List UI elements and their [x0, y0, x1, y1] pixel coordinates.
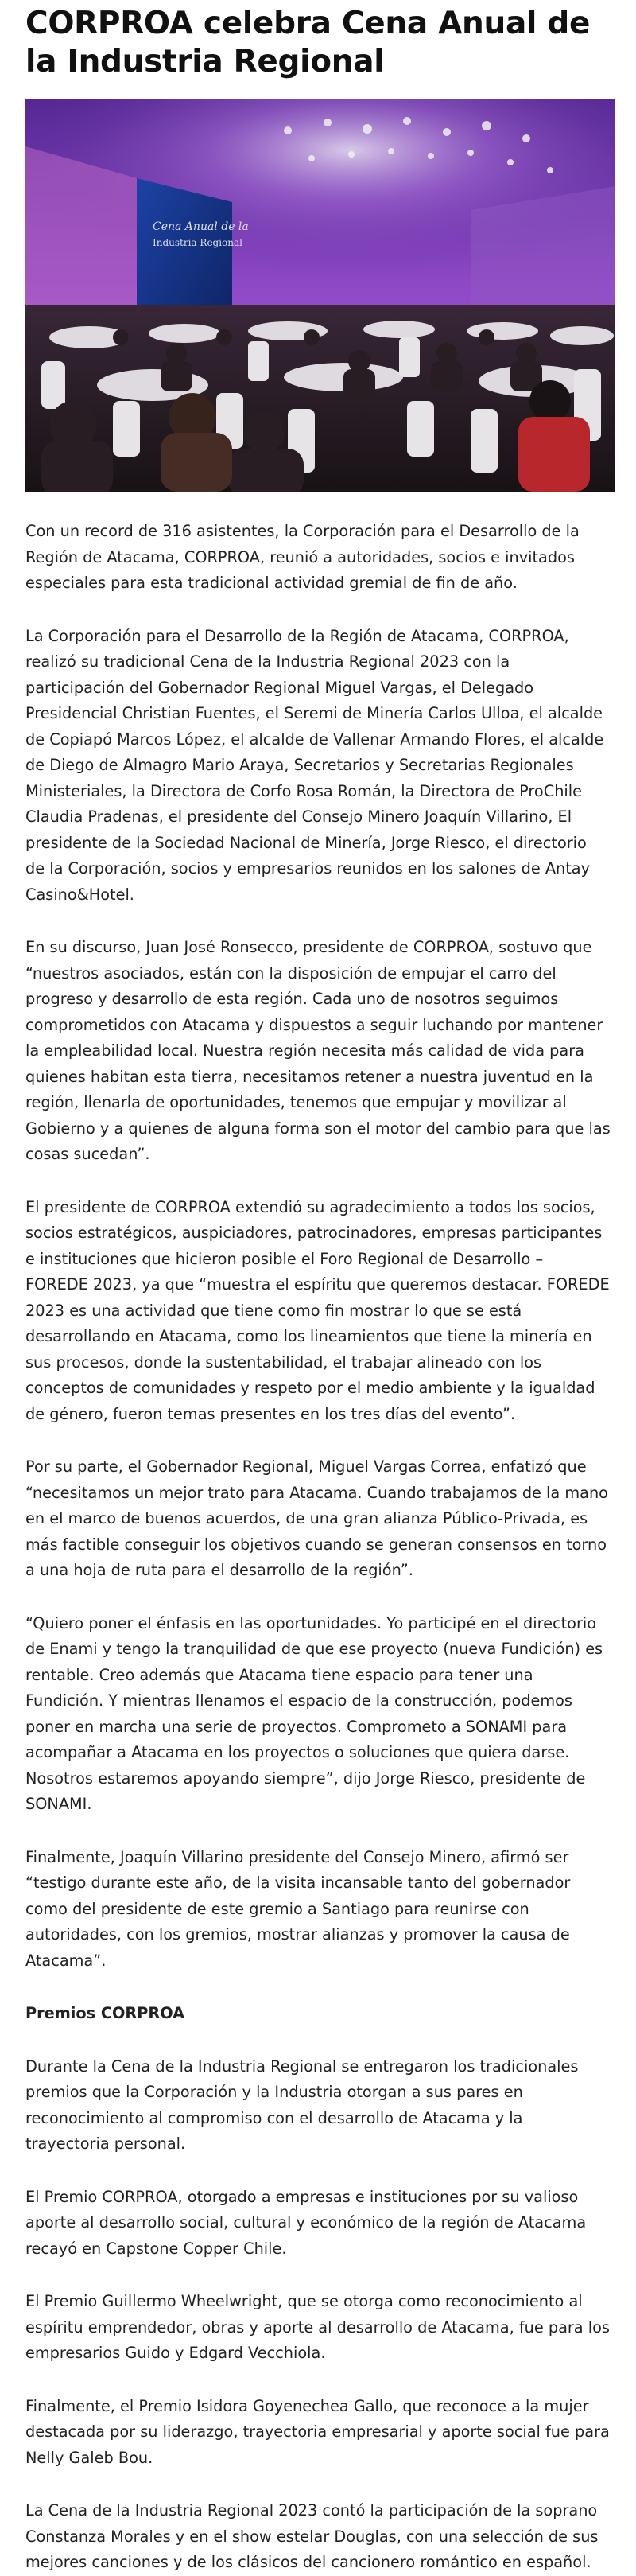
- stage-screen-text-2: Industria Regional: [153, 237, 243, 248]
- paragraph: La Corporación para el Desarrollo de la Región de Atacama, CORPROA, realizó su tradicional Cena de la Industria Regional 2023 con la participación del Gobernador Regional Miguel Vargas, el Delegado Presidencial Christian Fuentes, el Seremi de Minería Carlos Ulloa, el alcalde de Copiapó Marcos López, el alcalde de Vallenar Armando Flores, el alcalde de Diego de Almagro Mario Araya, Secretarios y Secretarias Regionales Ministeriales, la Directora de Corfo Rosa Román, la Directora de ProChile Claudia Pradenas, el presidente del Consejo Minero Joaquín Villarino, El presidente de la Sociedad Nacional de Minería, Jorge Riesco, el directorio de la Corporación, socios y empresarios reunidos en los salones de Antay Casino&Hotel.: [25, 626, 604, 904]
- paragraph: El presidente de CORPROA extendió su agradecimiento a todos los socios, socios estratégicos, auspiciadores, patrocinadores, empresas participantes e instituciones que hicieron posible el Foro Regional de Desarrollo – FOREDE 2023, ya que “muestra el espíritu que queremos destacar. FOREDE 2023 es una actividad que tiene como fin mostrar lo que se está desarrollando en Atacama, como los lineamientos que tiene la minería en sus procesos, donde la sustentabilidad, el trabajar alineado con los conceptos de comunidades y respeto por el medio ambiente y la igualdad de género, fueron temas presentes en los tres días del evento”.: [25, 1197, 610, 1423]
- paragraph: La Cena de la Industria Regional 2023 contó la participación de la soprano Constanza Morales y en el show estelar Douglas, con una selección de sus mejores canciones y de los clásicos del cancionero romántico en español.: [25, 2501, 599, 2571]
- paragraph: Por su parte, el Gobernador Regional, Miguel Vargas Correa, enfatizó que “necesitamos un mejor trato para Atacama. Cuando trabajamos de la mano en el marco de buenos acuerdos, de una gran alianza Público-Privada, es más factible conseguir los objetivos cuando se generan consensos en torno a una hoja de ruta para el desarrollo de la región”.: [25, 1457, 608, 1579]
- banquet-hall-photo: [25, 99, 615, 492]
- paragraph: Finalmente, Joaquín Villarino presidente del Consejo Minero, afirmó ser “testigo durante este año, de la visita incansable tanto del gobernador como del presidente de este gremio a Santiago para reunirse con autoridades, con los gremios, mostrar alianzas y promover la causa de Atacama”.: [25, 1847, 571, 1970]
- hero-image: [25, 99, 615, 492]
- paragraph: El Premio Guillermo Wheelwright, que se otorga como reconocimiento al espíritu emprendedor, obras y aporte al desarrollo de Atacama, fue para los empresarios Guido y Edgard Vecchiola.: [25, 2292, 610, 2362]
- paragraph: Con un record de 316 asistentes, la Corporación para el Desarrollo de la Región de Atacama, CORPROA, reunió a autoridades, socios e invitados especiales para esta tradicional actividad gremial de fin de año.: [25, 522, 580, 592]
- section-subheading: Premios CORPROA: [25, 2004, 185, 2022]
- paragraph: Finalmente, el Premio Isidora Goyenechea Gallo, que reconoce a la mujer destacada por su liderazgo, trayectoria empresarial y aporte social fue para Nelly Galeb Bou.: [25, 2396, 610, 2467]
- paragraph: En su discurso, Juan José Ronsecco, presidente de CORPROA, sostuvo que “nuestros asociados, están con la disposición de empujar el carro del progreso y desarrollo de esta región. Cada uno de nosotros seguimos comprometidos con Atacama y dispuestos a seguir luchando por mantener la empleabilidad local. Nuestra región necesita más calidad de vida para quienes habitan esta tierra, necesitamos retener a nuestra juventud en la región, llenarla de oportunidades, tenemos que empujar y movilizar al Gobierno y a quienes de alguna forma son el motor del cambio para que las cosas sucedan”.: [25, 938, 611, 1163]
- article-body: [25, 519, 611, 2576]
- paragraph: El Premio CORPROA, otorgado a empresas e instituciones por su valioso aporte al desarrollo social, cultural y económico de la región de Atacama recayó en Capstone Copper Chile.: [25, 2187, 587, 2258]
- paragraph: Durante la Cena de la Industria Regional se entregaron los tradicionales premios que la Corporación y la Industria otorgan a sus pares en reconocimiento al compromiso con el desarrollo de Atacama y la trayectoria personal.: [25, 2057, 579, 2153]
- paragraph: “Quiero poner el énfasis en las oportunidades. Yo participé en el directorio de Enami y tengo la tranquilidad de que ese proyecto (nueva Fundición) es rentable. Creo además que Atacama tiene espacio para tener una Fundición. Y mientras llenamos el espacio de la construcción, podemos poner en marcha una serie de proyectos. Comprometo a SONAMI para acompañar a Atacama en los proyectos o soluciones que quiera darse. Nosotros estaremos apoyando siempre”, dijo Jorge Riesco, presidente de SONAMI.: [25, 1613, 603, 1813]
- stage-screen-text: Cena Anual de la: [153, 220, 249, 233]
- article-title: CORPROA celebra Cena Anual de la Industria Regional: [25, 6, 591, 80]
